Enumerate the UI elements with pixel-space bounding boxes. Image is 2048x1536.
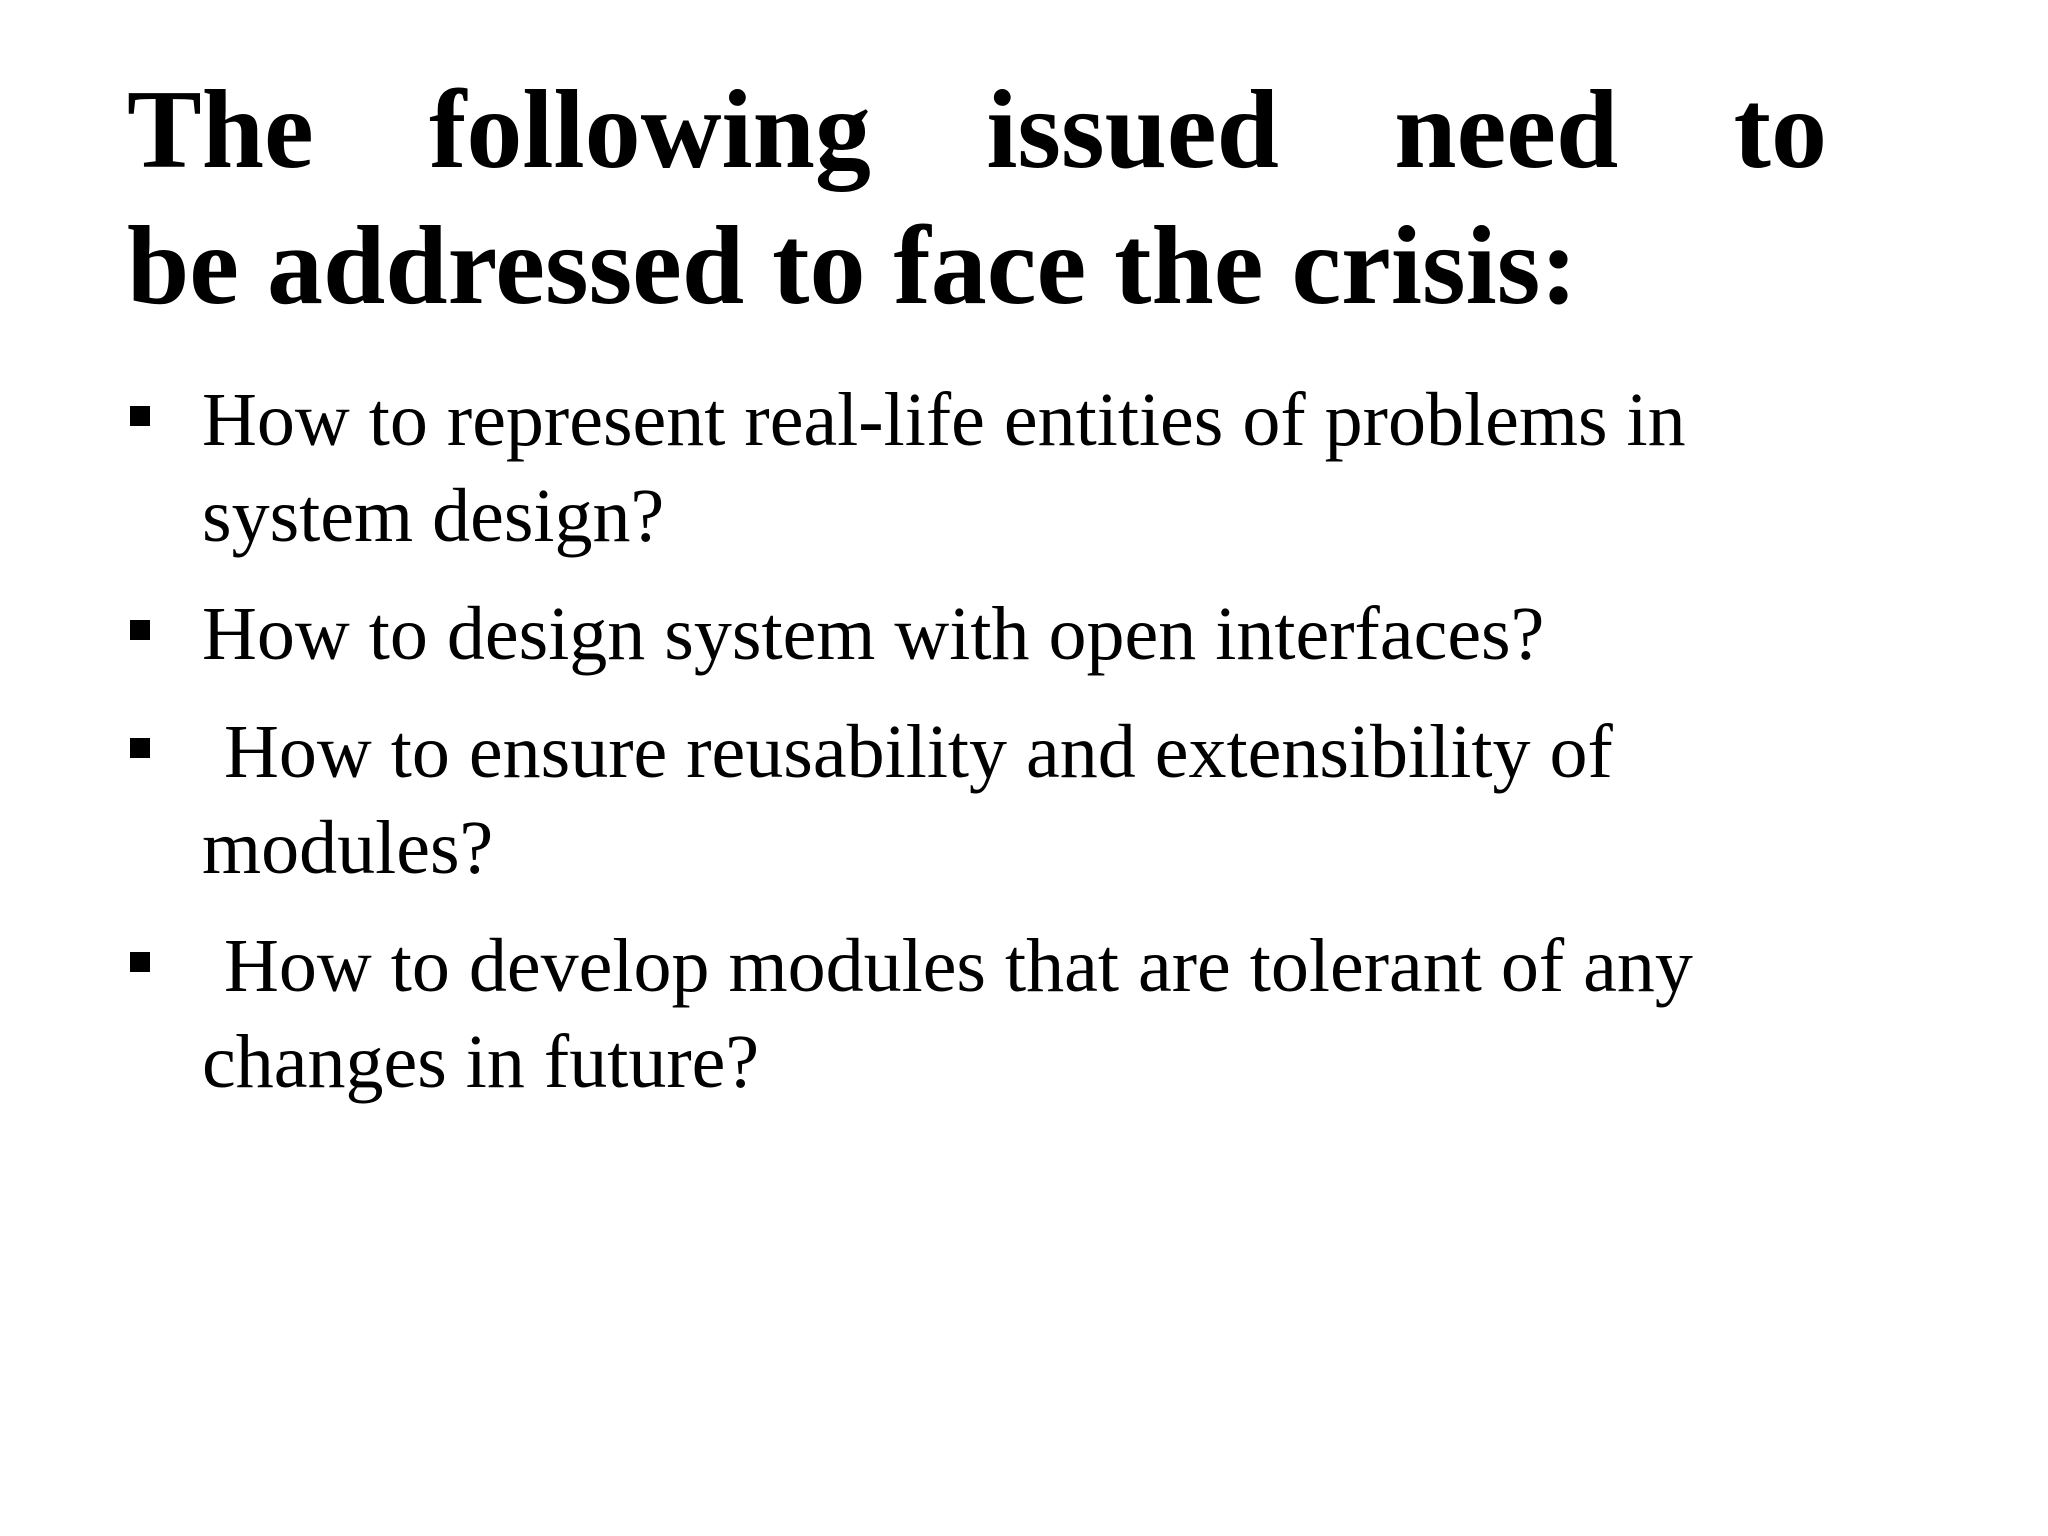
title-word: The <box>127 68 314 192</box>
list-item <box>127 372 1847 564</box>
list-item <box>127 586 1847 682</box>
bullet-text: How to ensure reusability and extensibility of modules? <box>202 710 1613 890</box>
title-word: issued <box>986 68 1279 192</box>
bullet-text: How to develop modules that are tolerant of any changes in future? <box>202 924 1693 1104</box>
square-bullet-icon <box>130 620 150 640</box>
title-word: need <box>1394 68 1619 192</box>
bullet-list <box>127 372 1847 1132</box>
title-word: to <box>1733 68 1827 192</box>
list-item <box>127 918 1847 1110</box>
bullet-text: How to represent real-life entities of problems in system design? <box>202 378 1686 558</box>
list-item <box>127 704 1847 896</box>
square-bullet-icon <box>130 738 150 758</box>
bullet-text: How to design system with open interfaces? <box>202 592 1545 676</box>
square-bullet-icon <box>130 406 150 426</box>
title-line-1 <box>127 62 1827 198</box>
title-line-2: be addressed to face the crisis: <box>127 204 1578 328</box>
square-bullet-icon <box>130 952 150 972</box>
title-word: following <box>429 68 871 192</box>
slide-title <box>127 62 1827 334</box>
